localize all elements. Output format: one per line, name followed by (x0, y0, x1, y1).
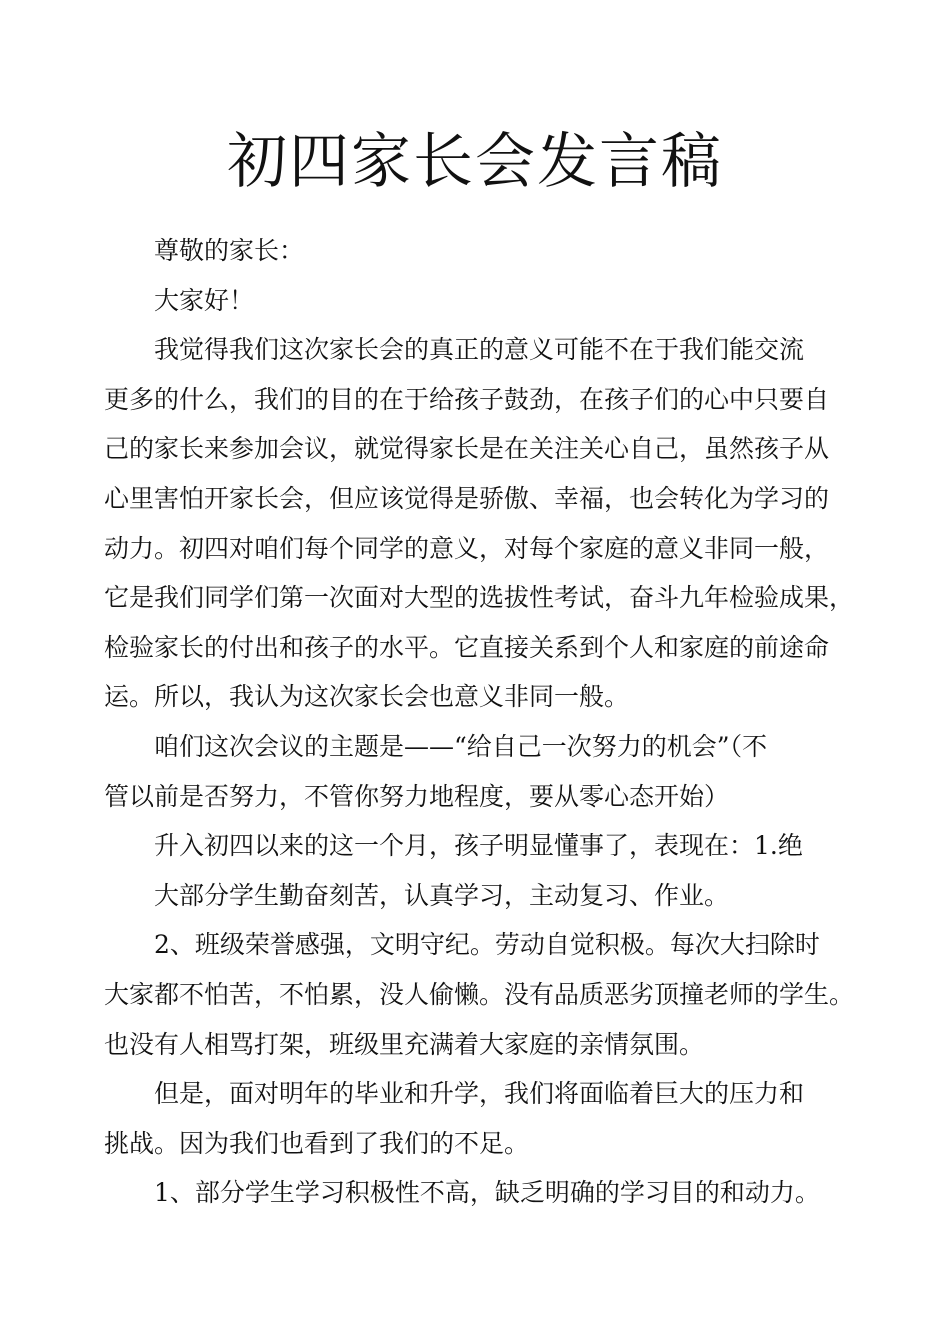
paragraph-line: 它是我们同学们第一次面对大型的选拔性考试，奋斗九年检验成果， (104, 583, 855, 613)
paragraph-line: 但是，面对明年的毕业和升学，我们将面临着巨大的压力和 (154, 1079, 805, 1109)
paragraph-line: 我觉得我们这次家长会的真正的意义可能不在于我们能交流 (154, 335, 805, 365)
paragraph-line: 心里害怕开家长会，但应该觉得是骄傲、幸福，也会转化为学习的 (104, 483, 830, 513)
paragraph-line: 己的家长来参加会议，就觉得家长是在关注关心自己，虽然孩子从 (104, 434, 830, 464)
paragraph-line: 更多的什么，我们的目的在于给孩子鼓劲，在孩子们的心中只要自 (104, 384, 830, 414)
paragraph-line: 检验家长的付出和孩子的水平。它直接关系到个人和家庭的前途命 (104, 632, 830, 662)
paragraph-line: 2、班级荣誉感强，文明守纪。劳动自觉积极。每次大扫除时 (154, 930, 820, 960)
salutation-line: 尊敬的家长： (154, 236, 305, 265)
paragraph-line: 动力。初四对咱们每个同学的意义，对每个家庭的意义非同一般， (104, 533, 830, 563)
greeting-line: 大家好！ (154, 285, 255, 315)
paragraph-line: 管以前是否努力，不管你努力地程度，要从零心态开始） (104, 781, 730, 811)
speech-body (104, 226, 864, 1218)
paragraph-line: 运。所以，我认为这次家长会也意义非同一般。 (104, 682, 630, 712)
paragraph-line: 升入初四以来的这一个月，孩子明显懂事了，表现在：1.绝 (154, 831, 803, 861)
paragraph-line: 大部分学生勤奋刻苦，认真学习，主动复习、作业。 (154, 880, 730, 910)
paragraph-line: 1、部分学生学习积极性不高，缺乏明确的学习目的和动力。 (154, 1178, 820, 1208)
paragraph-line: 挑战。因为我们也看到了我们的不足。 (104, 1128, 530, 1158)
document-title: 初四家长会发言稿 (227, 127, 723, 198)
paragraph-line: 大家都不怕苦，不怕累，没人偷懒。没有品质恶劣顶撞老师的学生。 (104, 979, 855, 1009)
paragraph-line: 咱们这次会议的主题是——“给自己一次努力的机会”（不 (154, 731, 768, 761)
paragraph-line: 也没有人相骂打架，班级里充满着大家庭的亲情氛围。 (104, 1029, 705, 1059)
